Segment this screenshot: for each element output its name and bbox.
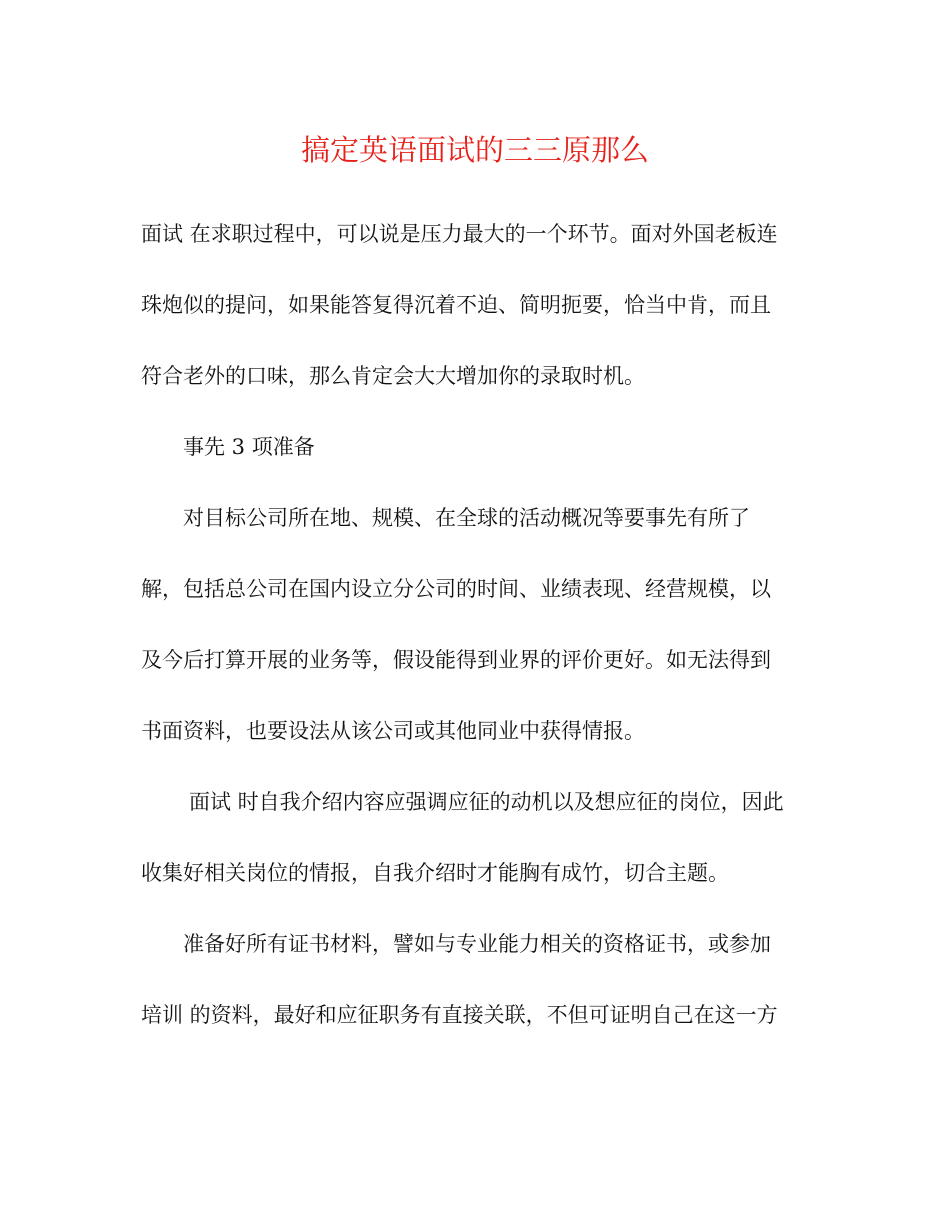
paragraph-line: 培训 的资料，最好和应征职务有直接关联，不但可证明自己在这一方: [141, 1003, 778, 1027]
paragraph-line: 面试 在求职过程中，可以说是压力最大的一个环节。面对外国老板连: [141, 222, 778, 246]
paragraph-line: 符合老外的口味，那么肯定会大大增加你的录取时机。: [141, 364, 645, 388]
paragraph-line: 珠炮似的提问，如果能答复得沉着不迫、简明扼要，恰当中肯，而且: [141, 293, 771, 317]
paragraph-line: 及今后打算开展的业务等，假设能得到业界的评价更好。如无法得到: [141, 648, 771, 672]
section-heading: 事先 3 项准备: [183, 435, 315, 459]
paragraph-line: 面试 时自我介绍内容应强调应征的动机以及想应征的岗位，因此: [189, 790, 784, 814]
paragraph-line: 收集好相关岗位的情报，自我介绍时才能胸有成竹，切合主题。: [141, 861, 729, 885]
paragraph-line: 对目标公司所在地、规模、在全球的活动概况等要事先有所了: [183, 506, 750, 530]
document-title: 搞定英语面试的三三原那么: [300, 133, 649, 167]
paragraph-line: 解，包括总公司在国内设立分公司的时间、业绩表现、经营规模，以: [141, 577, 771, 601]
paragraph-line: 书面资料，也要设法从该公司或其他同业中获得情报。: [141, 719, 645, 743]
paragraph-line: 准备好所有证书材料，譬如与专业能力相关的资格证书，或参加: [183, 932, 771, 956]
